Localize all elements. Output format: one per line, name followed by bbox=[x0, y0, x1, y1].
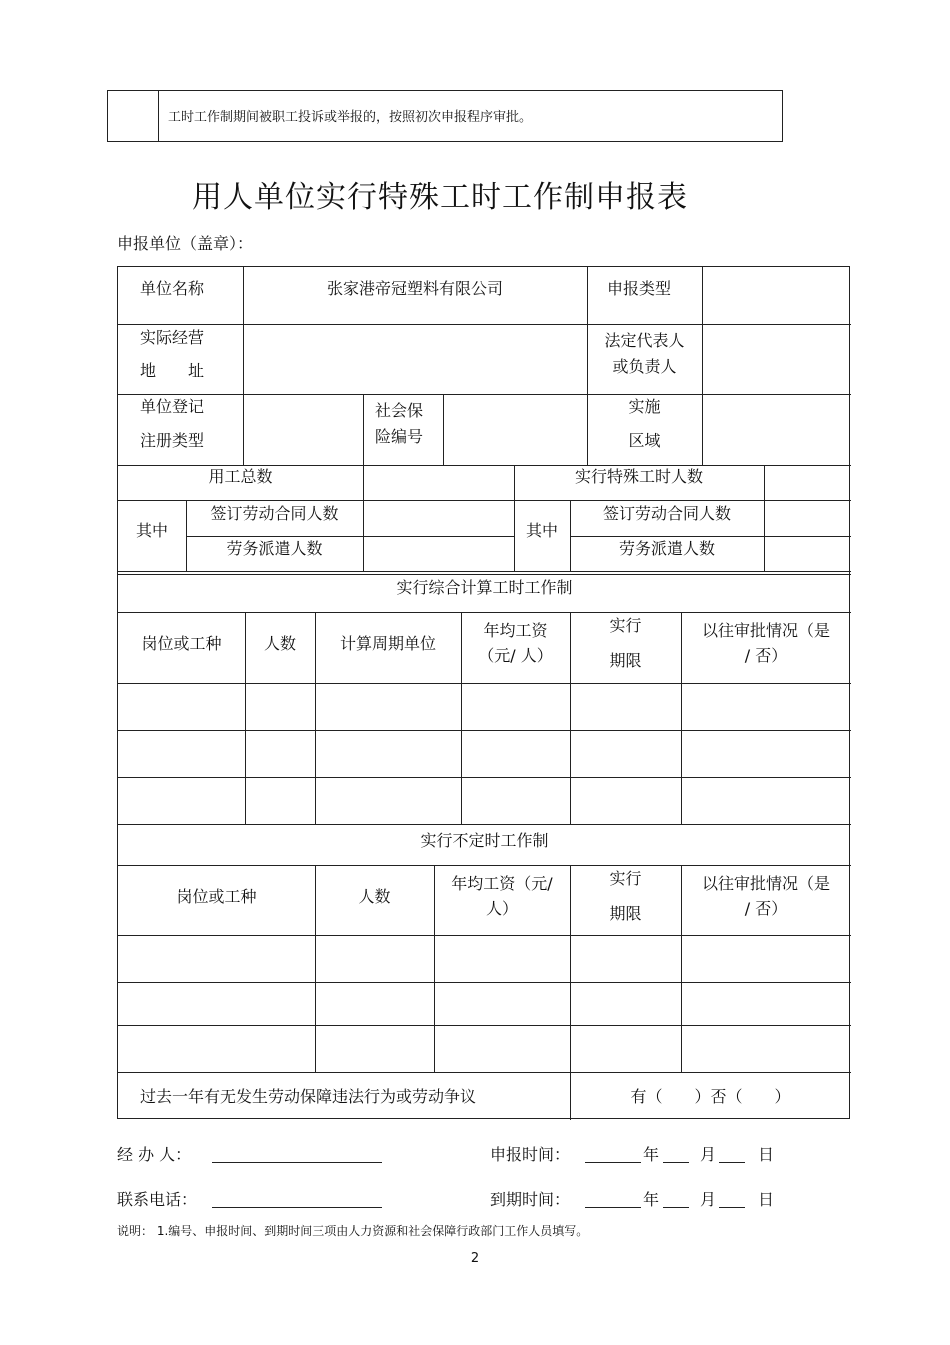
apply-month-field[interactable] bbox=[663, 1148, 689, 1163]
phone-field[interactable] bbox=[212, 1193, 382, 1208]
total-workers-label: 用工总数 bbox=[208, 467, 273, 486]
irregular-section-title: 实行不定时工作制 bbox=[420, 831, 549, 850]
area-label-line1: 实施 bbox=[628, 397, 661, 416]
rule bbox=[243, 394, 244, 465]
rule bbox=[118, 730, 851, 731]
irr-header-position: 岗位或工种 bbox=[176, 887, 257, 906]
expire-time-label: 到期时间： bbox=[490, 1190, 571, 1209]
comp-header-headcount: 人数 bbox=[263, 634, 296, 653]
unit-name-label: 单位名称 bbox=[140, 279, 205, 298]
rule bbox=[118, 982, 851, 983]
rule bbox=[118, 324, 851, 325]
apply-type-label: 申报类型 bbox=[607, 279, 672, 298]
rule bbox=[764, 465, 765, 571]
expire-year-field[interactable] bbox=[585, 1193, 641, 1208]
application-form-table bbox=[117, 266, 850, 1119]
rule bbox=[363, 465, 364, 571]
apply-time-label: 申报时间： bbox=[490, 1145, 571, 1164]
apply-year-label: 年 bbox=[643, 1145, 660, 1164]
social-ins-label-line2: 险编号 bbox=[375, 427, 424, 446]
irr-header-wage-line1: 年均工资（元/ bbox=[451, 874, 553, 893]
comp-header-term-line1: 实行 bbox=[609, 616, 642, 635]
reg-type-label-line2: 注册类型 bbox=[140, 431, 205, 450]
contract-label-left: 签订劳动合同人数 bbox=[210, 504, 339, 523]
rule bbox=[118, 571, 851, 572]
unit-name-value: 张家港帝冠塑料有限公司 bbox=[326, 279, 503, 298]
social-ins-label-line1: 社会保 bbox=[375, 401, 424, 420]
rule bbox=[443, 394, 444, 465]
address-label-line2: 地 址 bbox=[140, 361, 205, 380]
comp-header-history-line2: / 否） bbox=[744, 646, 788, 665]
rule bbox=[363, 394, 364, 465]
continuation-divider bbox=[158, 91, 159, 141]
rule bbox=[118, 824, 851, 825]
rule bbox=[118, 612, 851, 613]
applicant-unit-label: 申报单位（盖章）： bbox=[117, 234, 254, 253]
rule bbox=[118, 865, 851, 866]
page-number: 2 bbox=[470, 1251, 480, 1266]
form-title: 用人单位实行特殊工时工作制申报表 bbox=[192, 180, 688, 215]
violation-answer: 有（ ）否（ ） bbox=[630, 1087, 791, 1106]
expire-year-label: 年 bbox=[643, 1190, 660, 1209]
apply-day-field[interactable] bbox=[719, 1148, 745, 1163]
handler-label: 经 办 人： bbox=[117, 1145, 192, 1164]
contract-label-right: 签订劳动合同人数 bbox=[602, 504, 731, 523]
dispatch-label-right: 劳务派遣人数 bbox=[618, 539, 715, 558]
legal-rep-label-line2: 或负责人 bbox=[612, 357, 677, 376]
area-label-line2: 区域 bbox=[628, 431, 661, 450]
continuation-box bbox=[107, 90, 783, 142]
rule bbox=[570, 865, 571, 1072]
expire-month-field[interactable] bbox=[663, 1193, 689, 1208]
among-label-right: 其中 bbox=[525, 521, 558, 540]
comp-header-term-line2: 期限 bbox=[609, 651, 642, 670]
legal-rep-label-line1: 法定代表人 bbox=[604, 331, 685, 350]
among-label-left: 其中 bbox=[135, 521, 168, 540]
irr-header-term-line2: 期限 bbox=[609, 904, 642, 923]
apply-year-field[interactable] bbox=[585, 1148, 641, 1163]
rule bbox=[570, 612, 571, 824]
rule bbox=[118, 935, 851, 936]
comprehensive-section-title: 实行综合计算工时工作制 bbox=[396, 578, 573, 597]
expire-day-label: 日 bbox=[758, 1190, 775, 1209]
rule bbox=[118, 683, 851, 684]
irr-header-wage-line2: 人） bbox=[485, 899, 518, 918]
rule bbox=[118, 777, 851, 778]
comp-header-position: 岗位或工种 bbox=[141, 634, 222, 653]
rule bbox=[702, 267, 703, 465]
address-label-line1: 实际经营 bbox=[140, 328, 205, 347]
special-workers-label: 实行特殊工时人数 bbox=[574, 467, 703, 486]
comp-header-cycle-unit: 计算周期单位 bbox=[339, 634, 436, 653]
apply-day-label: 日 bbox=[758, 1145, 775, 1164]
comp-header-wage-line1: 年均工资 bbox=[483, 621, 548, 640]
irr-header-headcount: 人数 bbox=[358, 887, 391, 906]
reg-type-label-line1: 单位登记 bbox=[140, 397, 205, 416]
expire-month-label: 月 bbox=[700, 1190, 717, 1209]
phone-label: 联系电话： bbox=[117, 1190, 198, 1209]
handler-field[interactable] bbox=[212, 1148, 382, 1163]
violation-question: 过去一年有无发生劳动保障违法行为或劳动争议 bbox=[140, 1087, 477, 1106]
apply-month-label: 月 bbox=[700, 1145, 717, 1164]
irr-header-history-line1: 以往审批情况（是 bbox=[701, 874, 830, 893]
irr-header-history-line2: / 否） bbox=[744, 899, 788, 918]
rule bbox=[118, 394, 851, 395]
footnote: 说明： 1.编号、申报时间、到期时间三项由人力资源和社会保障行政部门工作人员填写。 bbox=[117, 1224, 589, 1238]
dispatch-label-left: 劳务派遣人数 bbox=[226, 539, 323, 558]
continuation-note: 工时工作制期间被职工投诉或举报的，按照初次申报程序审批。 bbox=[168, 110, 533, 125]
rule bbox=[118, 1025, 851, 1026]
expire-day-field[interactable] bbox=[719, 1193, 745, 1208]
irr-header-term-line1: 实行 bbox=[609, 869, 642, 888]
rule bbox=[118, 1072, 851, 1073]
comp-header-wage-line2: （元/ 人） bbox=[478, 646, 553, 665]
comp-header-history-line1: 以往审批情况（是 bbox=[701, 621, 830, 640]
